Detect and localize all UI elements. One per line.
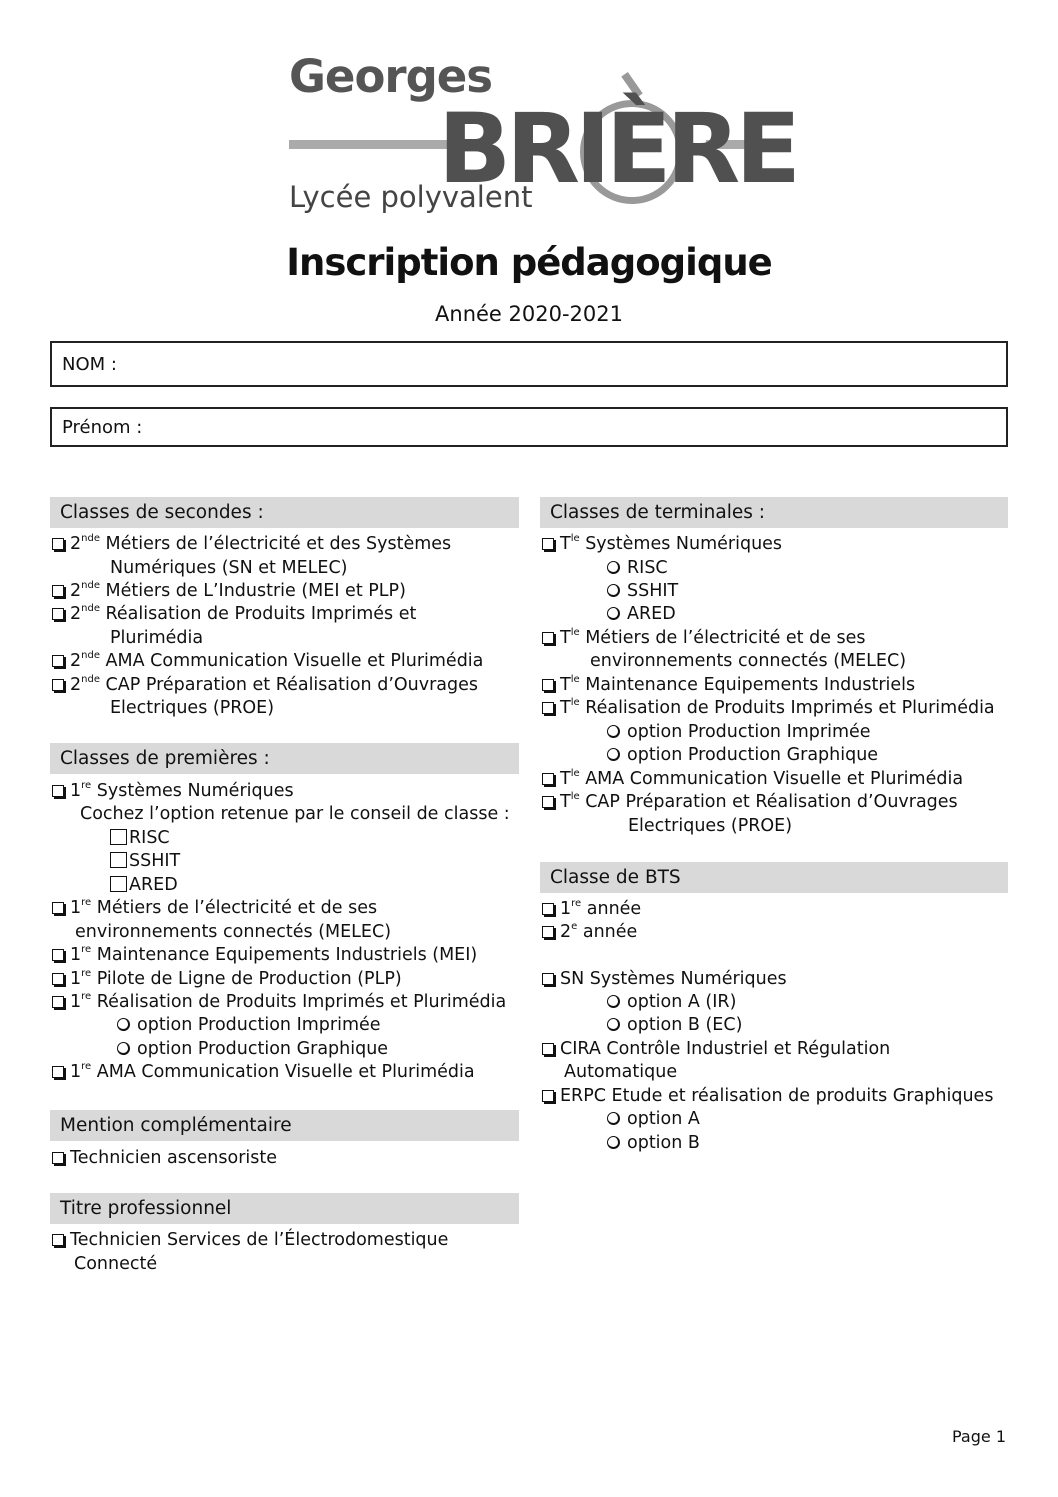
list-item: Technicien ascensoriste [52, 1147, 277, 1171]
checkbox-icon[interactable] [52, 949, 64, 961]
checkbox-icon[interactable] [52, 608, 64, 620]
list-item: Technicien Services de l’Électrodomestique [52, 1229, 448, 1253]
list-item: 2e année [542, 921, 637, 945]
option-item: option Production Imprimée [117, 1014, 381, 1038]
list-item: 1re année [542, 898, 641, 922]
radio-icon[interactable] [607, 607, 620, 620]
nom-label: NOM : [62, 353, 117, 375]
checkbox-icon[interactable] [542, 538, 554, 550]
radio-icon[interactable] [117, 1042, 130, 1055]
section-secondes-heading: Classes de secondes : [50, 497, 519, 528]
logo-briere: BRIÈRE [438, 93, 796, 205]
option-item: option B [607, 1132, 700, 1156]
list-item: 2nde Réalisation de Produits Imprimés et [52, 603, 416, 627]
radio-icon[interactable] [607, 584, 620, 597]
section-mention-heading: Mention complémentaire [50, 1110, 519, 1141]
list-item-cont: Numériques (SN et MELEC) [110, 558, 348, 578]
checkbox-icon[interactable] [110, 852, 127, 868]
nom-field[interactable] [50, 341, 1008, 387]
list-item: $T^{le}$ CAP Préparation et Réalisation d’Ouvrages [542, 791, 958, 815]
checkbox-icon[interactable] [52, 655, 64, 667]
radio-icon[interactable] [607, 748, 620, 761]
list-item: ERPC Etude et réalisation de produits Graphiques [542, 1085, 993, 1109]
list-item: 1re Pilote de Ligne de Production (PLP) [52, 968, 402, 992]
list-item: 2nde Métiers de L’Industrie (MEI et PLP) [52, 580, 406, 604]
checkbox-icon[interactable] [542, 702, 554, 714]
checkbox-icon[interactable] [542, 926, 554, 938]
checkbox-icon[interactable] [52, 973, 64, 985]
checkbox-icon[interactable] [542, 632, 554, 644]
list-item: CIRA Contrôle Industriel et Régulation [542, 1038, 890, 1062]
prenom-field[interactable] [50, 407, 1008, 447]
section-bts-heading: Classe de BTS [540, 862, 1008, 893]
checkbox-icon[interactable] [52, 1152, 64, 1164]
page-title: Inscription pédagogique [286, 241, 772, 284]
list-item-cont: environnements connectés (MELEC) [75, 922, 392, 942]
checkbox-icon[interactable] [52, 902, 64, 914]
page-number: Page 1 [952, 1427, 1006, 1446]
list-item: 2nde CAP Préparation et Réalisation d’Ouvrages [52, 674, 478, 698]
option-item: option Production Graphique [117, 1038, 388, 1062]
radio-icon[interactable] [607, 995, 620, 1008]
option-item: ARED [110, 874, 178, 898]
list-item: $T^{le}$ AMA Communication Visuelle et Plurimédia [542, 768, 963, 792]
checkbox-icon[interactable] [52, 1066, 64, 1078]
section-terminales-heading: Classes de terminales : [540, 497, 1008, 528]
checkbox-icon[interactable] [52, 538, 64, 550]
list-item-cont: Plurimédia [110, 628, 204, 648]
radio-icon[interactable] [607, 725, 620, 738]
list-item: 1re Maintenance Equipements Industriels (MEI) [52, 944, 477, 968]
checkbox-icon[interactable] [52, 1234, 64, 1246]
logo-bar [289, 140, 449, 149]
school-logo [286, 50, 796, 222]
checkbox-icon[interactable] [110, 829, 127, 845]
list-item: $T^{le}$ Systèmes Numériques [542, 533, 782, 557]
list-item-cont: Connecté [74, 1254, 158, 1274]
list-item: $T^{le}$ Métiers de l’électricité et de ses [542, 627, 866, 651]
option-item: RISC [110, 827, 170, 851]
section-titre-heading: Titre professionnel [50, 1193, 519, 1224]
school-year: Année 2020-2021 [435, 302, 623, 326]
option-item: ARED [607, 603, 676, 627]
list-item: 1re Systèmes Numériques [52, 780, 294, 804]
checkbox-icon[interactable] [110, 876, 127, 892]
list-item-cont: Electriques (PROE) [628, 816, 793, 836]
radio-icon[interactable] [607, 1112, 620, 1125]
checkbox-icon[interactable] [542, 773, 554, 785]
list-item: $T^{le}$ Réalisation de Produits Imprimés et Plurimédia [542, 697, 995, 721]
option-item: option B (EC) [607, 1014, 742, 1038]
list-item: 1re Réalisation de Produits Imprimés et Plurimédia [52, 991, 506, 1015]
list-item: SN Systèmes Numériques [542, 968, 787, 992]
checkbox-icon[interactable] [542, 796, 554, 808]
list-item-cont: Automatique [564, 1062, 678, 1082]
radio-icon[interactable] [607, 1136, 620, 1149]
checkbox-icon[interactable] [542, 973, 554, 985]
radio-icon[interactable] [607, 561, 620, 574]
option-item: option Production Imprimée [607, 721, 871, 745]
list-item: $T^{le}$ Maintenance Equipements Industriels [542, 674, 915, 698]
instruction-text: Cochez l’option retenue par le conseil de classe : [80, 804, 510, 824]
option-item: option A [607, 1108, 700, 1132]
checkbox-icon[interactable] [52, 785, 64, 797]
list-item: 1re Métiers de l’électricité et de ses [52, 897, 377, 921]
list-item-cont: Electriques (PROE) [110, 698, 275, 718]
radio-icon[interactable] [117, 1018, 130, 1031]
list-item: 2nde Métiers de l’électricité et des Systèmes [52, 533, 451, 557]
list-item: 1re AMA Communication Visuelle et Plurimédia [52, 1061, 475, 1085]
option-item: option Production Graphique [607, 744, 878, 768]
checkbox-icon[interactable] [52, 679, 64, 691]
checkbox-icon[interactable] [52, 996, 64, 1008]
option-item: option A (IR) [607, 991, 736, 1015]
checkbox-icon[interactable] [542, 903, 554, 915]
checkbox-icon[interactable] [52, 585, 64, 597]
option-item: SSHIT [110, 850, 180, 874]
option-item: SSHIT [607, 580, 678, 604]
checkbox-icon[interactable] [542, 679, 554, 691]
option-item: RISC [607, 557, 668, 581]
checkbox-icon[interactable] [542, 1090, 554, 1102]
list-item-cont: environnements connectés (MELEC) [590, 651, 907, 671]
logo-georges: Georges [289, 50, 493, 103]
logo-subtitle: Lycée polyvalent [289, 180, 533, 214]
prenom-label: Prénom : [62, 416, 143, 438]
section-premieres-heading: Classes de premières : [50, 743, 519, 774]
radio-icon[interactable] [607, 1018, 620, 1031]
list-item: 2nde AMA Communication Visuelle et Plurimédia [52, 650, 483, 674]
checkbox-icon[interactable] [542, 1043, 554, 1055]
